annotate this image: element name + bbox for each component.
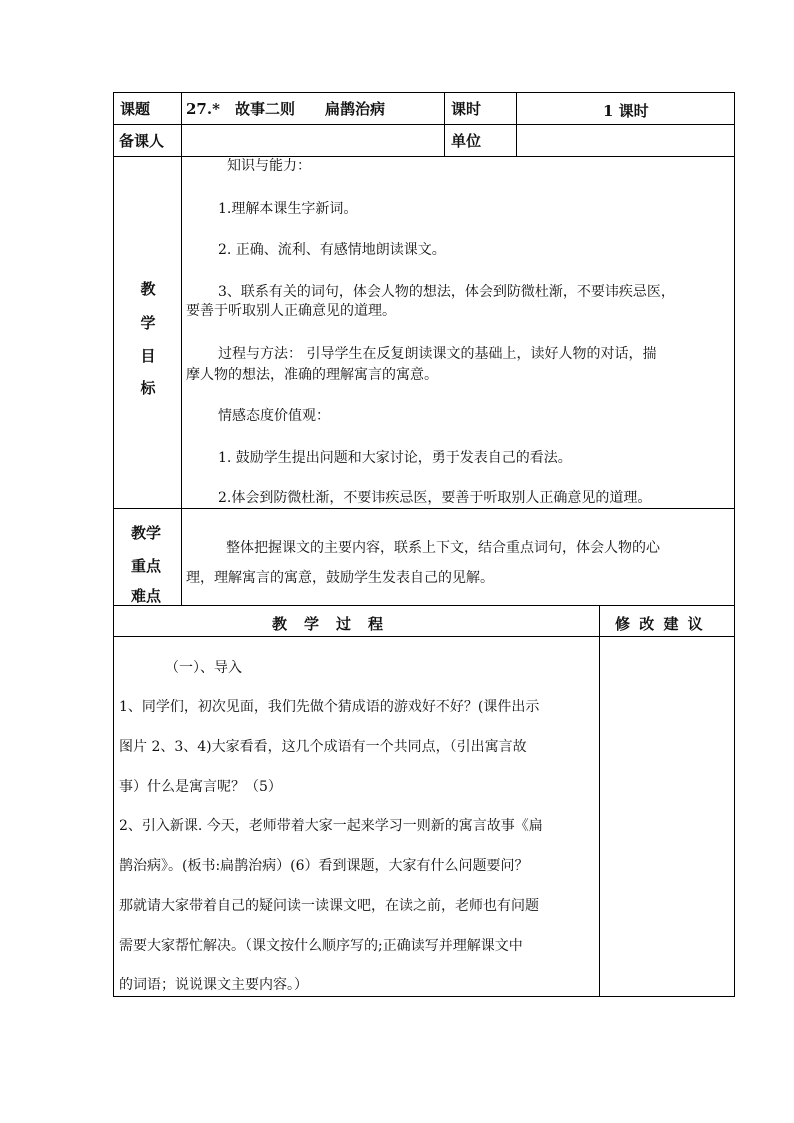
keypoints-label-line: 教学 <box>131 524 162 542</box>
process-line: 鹊治病》。(板书:扁鹊治病）(6）看到课题，大家有什么问题要问？ <box>119 858 529 874</box>
process-line: 2、引入新课. 今天，老师带着大家一起来学习一则新的寓言故事《扁 <box>119 818 543 834</box>
keypoints-line: 整体把握课文的主要内容，联系上下文，结合重点词句，体会人物的心 <box>226 540 660 556</box>
objectives-label-char: 教 <box>140 280 156 298</box>
objectives-line: 要善于听取别人正确意见的道理。 <box>186 303 396 319</box>
objectives-line: 1.理解本课生字新词。 <box>218 201 358 217</box>
process-header: 教 学 过 程 <box>272 615 385 633</box>
objectives-label-char: 标 <box>140 379 156 397</box>
objectives-line: 2. 正确、流利、有感情地朗读课文。 <box>218 242 446 258</box>
objectives-line: 3、联系有关的词句，体会人物的想法，体会到防微杜渐，不要讳疾忌医， <box>218 284 675 300</box>
objectives-line: 2.体会到防微杜渐，不要讳疾忌医，要善于听取别人正确意见的道理。 <box>218 490 652 506</box>
objectives-line: 情感态度价值观： <box>218 408 330 424</box>
suggest-header: 修 改 建 议 <box>615 615 705 633</box>
process-line: （一）、导入 <box>165 660 242 676</box>
objectives-label-char: 目 <box>140 347 156 365</box>
process-line: 事）什么是寓言呢？（5） <box>119 779 282 795</box>
topic-label: 课题 <box>120 100 151 118</box>
keypoints-label-line: 难点 <box>131 587 162 605</box>
process-line: 1、同学们，初次见面，我们先做个猜成语的游戏好不好？(课件出示 <box>119 699 540 715</box>
period-label: 课时 <box>451 100 482 118</box>
topic-value: 27.* 故事二则 扁鹊治病 <box>186 100 385 118</box>
preparer-label: 备课人 <box>119 132 165 150</box>
process-line: 那就请大家带着自己的疑问读一读课文吧，在读之前，老师也有问题 <box>119 898 539 914</box>
objectives-line: 知识与能力： <box>227 158 311 174</box>
process-line: 图片 2、3、4)大家看看，这几个成语有一个共同点，（引出寓言故 <box>119 739 527 755</box>
objectives-line: 过程与方法： 引导学生在反复朗读课文的基础上，读好人物的对话，揣 <box>218 346 657 362</box>
objectives-line: 1. 鼓励学生提出问题和大家讨论，勇于发表自己的看法。 <box>218 450 572 466</box>
objectives-label-char: 学 <box>140 314 156 332</box>
unit-label: 单位 <box>451 132 482 150</box>
process-line: 的词语；说说课文主要内容。） <box>119 977 308 993</box>
period-value: 1 课时 <box>603 102 649 120</box>
keypoints-label-line: 重点 <box>131 557 162 575</box>
objectives-line: 摩人物的想法，准确的理解寓言的寓意。 <box>186 367 438 383</box>
keypoints-line: 理，理解寓言的寓意，鼓励学生发表自己的见解。 <box>186 570 494 586</box>
process-line: 需要大家帮忙解决。（课文按什么顺序写的;正确读写并理解课文中 <box>119 938 523 954</box>
